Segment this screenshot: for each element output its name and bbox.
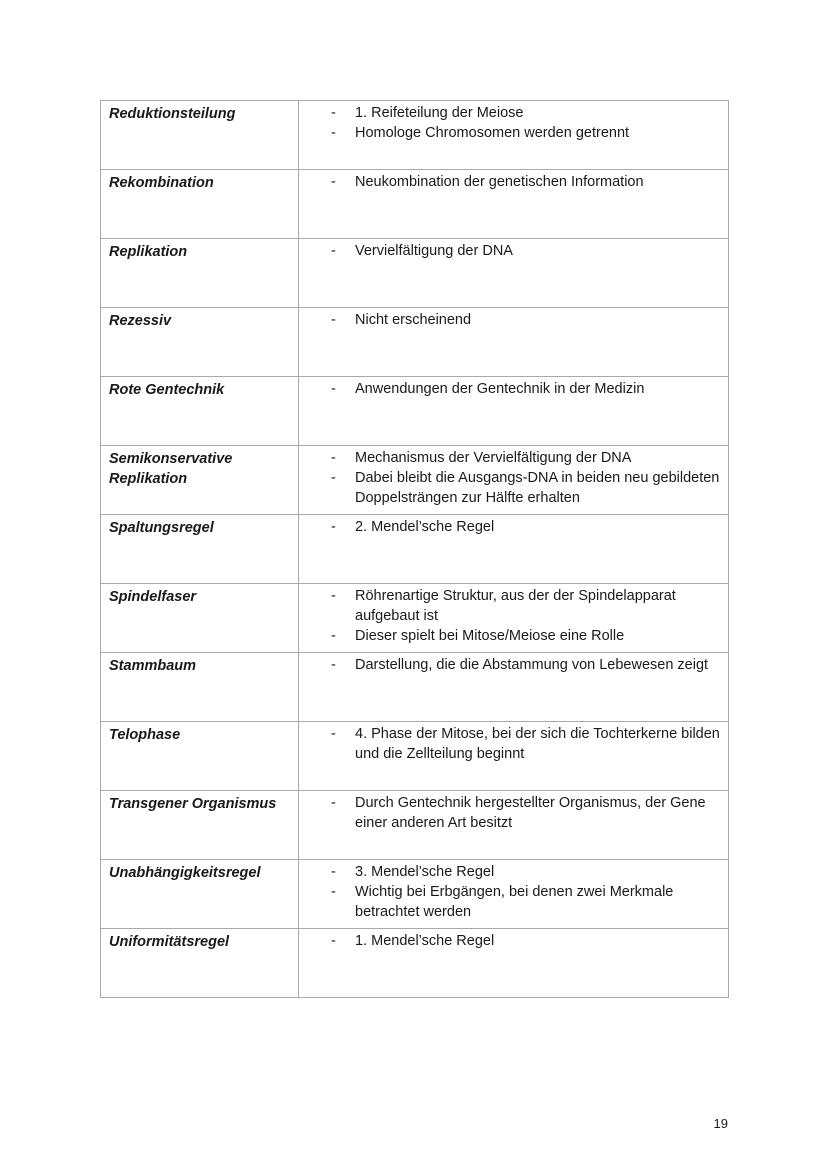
list-item [299,655,720,675]
definition-cell [299,308,729,377]
definition-cell [299,860,729,929]
glossary-term: Stammbaum [109,658,197,674]
glossary-term: Replikation [109,244,188,260]
term-cell [101,446,299,515]
definition-cell [299,170,729,239]
table-row [101,446,729,515]
dash-marker: - [331,588,336,604]
list-item [299,379,720,399]
term-cell [101,170,299,239]
definition-text: 4. Phase der Mitose, bei der sich die Tochterkerne bilden und die Zellteilung beginnt [355,726,720,762]
definition-text: 3. Mendel’sche Regel [355,864,495,880]
list-item [299,123,720,143]
list-item [299,310,720,330]
dash-marker: - [331,243,336,259]
dash-marker: - [331,864,336,880]
term-cell [101,239,299,308]
term-cell [101,722,299,791]
definition-cell [299,377,729,446]
glossary-term: Spaltungsregel [109,520,214,536]
definition-list [299,308,728,330]
definition-list [299,170,728,192]
table-row [101,791,729,860]
table-row [101,101,729,170]
definition-list [299,377,728,399]
list-item [299,172,720,192]
page-number: 19 [713,1116,728,1131]
table-row [101,170,729,239]
definition-text: Homologe Chromosomen werden getrennt [355,125,630,141]
dash-marker: - [331,628,336,644]
term-cell [101,515,299,584]
table-row [101,860,729,929]
definition-cell [299,101,729,170]
glossary-term: Transgener Organismus [109,796,277,812]
table-row [101,722,729,791]
dash-marker: - [331,174,336,190]
term-cell [101,653,299,722]
glossary-term: Rote Gentechnik [109,382,225,398]
dash-marker: - [331,795,336,811]
table-row [101,584,729,653]
dash-marker: - [331,933,336,949]
definition-cell [299,722,729,791]
definition-list [299,584,728,646]
term-cell [101,860,299,929]
glossary-term: Rezessiv [109,313,172,329]
term-cell [101,584,299,653]
definition-text: Röhrenartige Struktur, aus der der Spindelapparat aufgebaut ist [355,588,676,624]
definition-text: Darstellung, die die Abstammung von Lebewesen zeigt [355,657,709,673]
term-cell [101,101,299,170]
glossary-table [100,100,729,998]
definition-cell [299,929,729,998]
dash-marker: - [331,726,336,742]
dash-marker: - [331,105,336,121]
definition-cell [299,791,729,860]
list-item [299,517,720,537]
list-item [299,793,720,833]
glossary-term: Unabhängigkeitsregel [109,865,261,881]
term-cell [101,308,299,377]
definition-text: Nicht erscheinend [355,312,472,328]
definition-cell [299,446,729,515]
definition-text: Neukombination der genetischen Information [355,174,644,190]
table-row [101,377,729,446]
definition-cell [299,239,729,308]
list-item [299,862,720,882]
table-row [101,308,729,377]
definition-list [299,239,728,261]
definition-list [299,929,728,951]
list-item [299,586,720,626]
dash-marker: - [331,884,336,900]
glossary-term: Telophase [109,727,181,743]
list-item [299,931,720,951]
glossary-body [101,101,729,998]
table-row [101,515,729,584]
definition-text: Anwendungen der Gentechnik in der Medizin [355,381,645,397]
definition-text: Vervielfältigung der DNA [355,243,513,259]
definition-cell [299,515,729,584]
definition-cell [299,584,729,653]
definition-cell [299,653,729,722]
table-row [101,653,729,722]
term-cell [101,929,299,998]
list-item [299,724,720,764]
dash-marker: - [331,312,336,328]
definition-list [299,860,728,922]
list-item [299,241,720,261]
table-row [101,239,729,308]
glossary-term: Semikonservative Replikation [109,451,233,487]
table-row [101,929,729,998]
dash-marker: - [331,657,336,673]
definition-list [299,446,728,508]
dash-marker: - [331,381,336,397]
dash-marker: - [331,519,336,535]
definition-list [299,653,728,675]
definition-text: 2. Mendel’sche Regel [355,519,495,535]
dash-marker: - [331,470,336,486]
list-item [299,103,720,123]
term-cell [101,791,299,860]
definition-list [299,101,728,143]
definition-list [299,722,728,764]
list-item [299,448,720,468]
list-item [299,626,720,646]
definition-list [299,791,728,833]
definition-text: Mechanismus der Vervielfältigung der DNA [355,450,632,466]
definition-text: Dieser spielt bei Mitose/Meiose eine Rolle [355,628,625,644]
definition-text: 1. Mendel’sche Regel [355,933,495,949]
definition-text: 1. Reifeteilung der Meiose [355,105,524,121]
glossary-term: Uniformitätsregel [109,934,230,950]
definition-list [299,515,728,537]
definition-text: Dabei bleibt die Ausgangs-DNA in beiden neu gebildeten Doppelsträngen zur Hälfte erhalten [355,470,720,506]
glossary-term: Rekombination [109,175,214,191]
dash-marker: - [331,450,336,466]
list-item [299,882,720,922]
list-item [299,468,720,508]
term-cell [101,377,299,446]
glossary-term: Reduktionsteilung [109,106,236,122]
glossary-term: Spindelfaser [109,589,197,605]
definition-text: Wichtig bei Erbgängen, bei denen zwei Merkmale betrachtet werden [355,884,674,920]
definition-text: Durch Gentechnik hergestellter Organismus, der Gene einer anderen Art besitzt [355,795,706,831]
dash-marker: - [331,125,336,141]
